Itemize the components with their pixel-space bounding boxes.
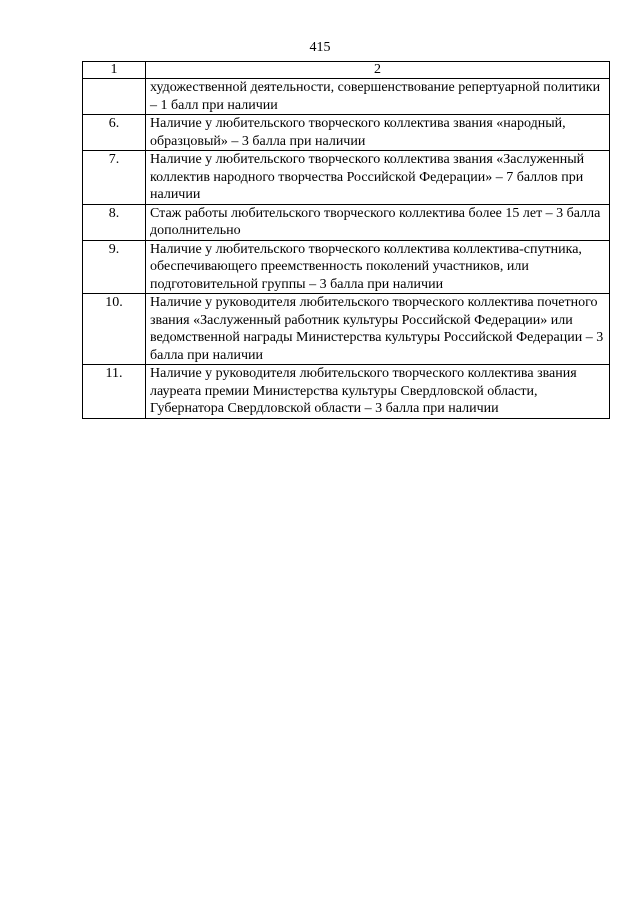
row-text-cell: Наличие у руководителя любительского творческого коллектива почетного звания «Заслуженный работник культуры Российской Федерации» или ведомственной награды Министерства культуры Российской Федерации – 3 балла при наличии [146,294,610,365]
criteria-table [82,61,610,419]
row-text-cell: Наличие у любительского творческого коллектива коллектива-спутника, обеспечивающего преемственность поколений участников, или подготовительной группы – 3 балла при наличии [146,240,610,294]
table-body [83,79,610,419]
column-header-1: 1 [83,62,146,79]
row-text-cell: Наличие у любительского творческого коллектива звания «Заслуженный коллектив народного творчества Российской Федерации» – 7 баллов при наличии [146,151,610,205]
table-row [83,79,610,115]
row-number-cell [83,79,146,115]
table-row [83,240,610,294]
row-number-cell: 6. [83,115,146,151]
row-number-cell: 11. [83,365,146,419]
table-row [83,151,610,205]
row-text-cell: Наличие у руководителя любительского творческого коллектива звания лауреата премии Министерства культуры Свердловской области, Губернатора Свердловской области – 3 балла при наличии [146,365,610,419]
header-row [83,62,610,79]
table-row [83,204,610,240]
page-number: 415 [309,40,331,55]
column-header-2: 2 [146,62,610,79]
row-number-cell: 9. [83,240,146,294]
row-number-cell: 8. [83,204,146,240]
row-number-cell: 7. [83,151,146,205]
table-row [83,294,610,365]
table-row [83,365,610,419]
table-row [83,115,610,151]
row-number-cell: 10. [83,294,146,365]
row-text-cell: Стаж работы любительского творческого коллектива более 15 лет – 3 балла дополнительно [146,204,610,240]
table-header [83,62,610,79]
row-text-cell: художественной деятельности, совершенствование репертуарной политики – 1 балл при наличии [146,79,610,115]
row-text-cell: Наличие у любительского творческого коллектива звания «народный, образцовый» – 3 балла при наличии [146,115,610,151]
